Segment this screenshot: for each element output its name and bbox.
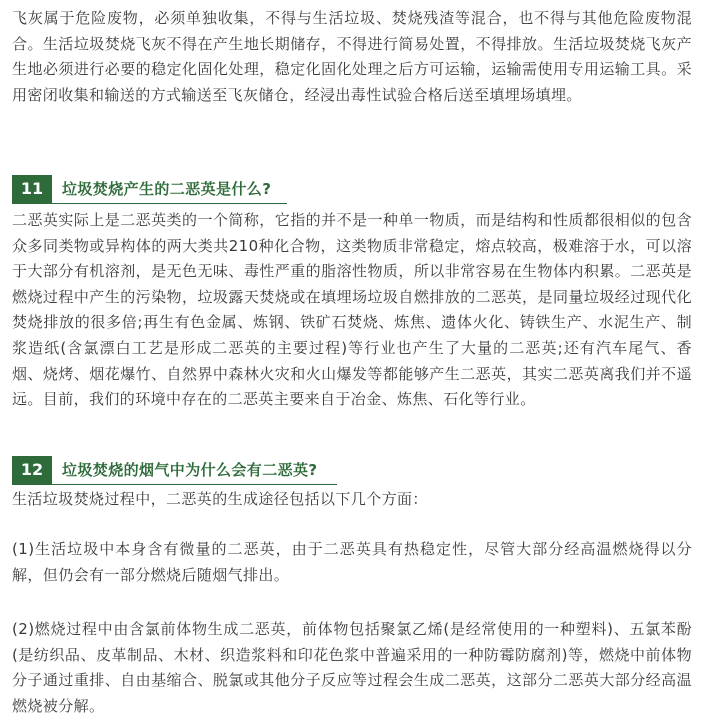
section-title: 垃圾焚烧的烟气中为什么会有二恶英? [62, 461, 318, 479]
section-header-12 [12, 456, 337, 485]
answer-item-2: (2)燃烧过程中由含氯前体物生成二恶英，前体物包括聚氯乙烯(是经常使用的一种塑料)、五氯苯酚(是纺织品、皮革制品、木材、织造浆料和印花色浆中普遍采用的一种防霉防腐剂)等，燃烧中前体物分子通过重排、自由基缩合、脱氯或其他分子反应等过程会生成二恶英，这部分二恶英大部分经高温燃烧被分解。 [12, 620, 692, 715]
answer-intro-12: 生活垃圾焚烧过程中，二恶英的生成途径包括以下几个方面： [12, 490, 428, 508]
section-title: 垃圾焚烧产生的二恶英是什么? [62, 180, 272, 198]
section-number-badge: 11 [12, 175, 52, 203]
section-number-badge: 12 [12, 456, 52, 484]
answer-item-1: (1)生活垃圾中本身含有微量的二恶英，由于二恶英具有热稳定性，尽管大部分经高温燃烧得以分解，但仍会有一部分燃烧后随烟气排出。 [12, 540, 692, 584]
intro-paragraph: 飞灰属于危险废物，必须单独收集，不得与生活垃圾、焚烧残渣等混合，也不得与其他危险废物混合。生活垃圾焚烧飞灰不得在产生地长期储存，不得进行简易处置，不得排放。生活垃圾焚烧飞灰产生地必须进行必要的稳定化固化处理，稳定化固化处理之后方可运输，运输需使用专用运输工具。采用密闭收集和输送的方式输送至飞灰储仓，经浸出毒性试验合格后送至填埋场填埋。 [12, 9, 692, 104]
section-header-11 [12, 175, 287, 204]
answer-paragraph-11: 二恶英实际上是二恶英类的一个简称，它指的并不是一种单一物质，而是结构和性质都很相似的包含众多同类物或异构体的两大类共210种化合物，这类物质非常稳定，熔点较高，极难溶于水，可以溶于大部分有机溶剂，是无色无味、毒性严重的脂溶性物质，所以非常容易在生物体内积累。二恶英是燃烧过程中产生的污染物，垃圾露天焚烧或在填埋场垃圾自燃排放的二恶英，是同量垃圾经过现代化焚烧排放的很多倍;再生有色金属、炼钢、铁矿石焚烧、炼焦、遗体火化、铸铁生产、水泥生产、制浆造纸(含氯漂白工艺是形成二恶英的主要过程)等行业也产生了大量的二恶英;还有汽车尾气、香烟、烧烤、烟花爆竹、自然界中森林火灾和火山爆发等都能够产生二恶英，其实二恶英离我们并不遥远。目前，我们的环境中存在的二恶英主要来自于冶金、炼焦、石化等行业。 [12, 211, 692, 409]
